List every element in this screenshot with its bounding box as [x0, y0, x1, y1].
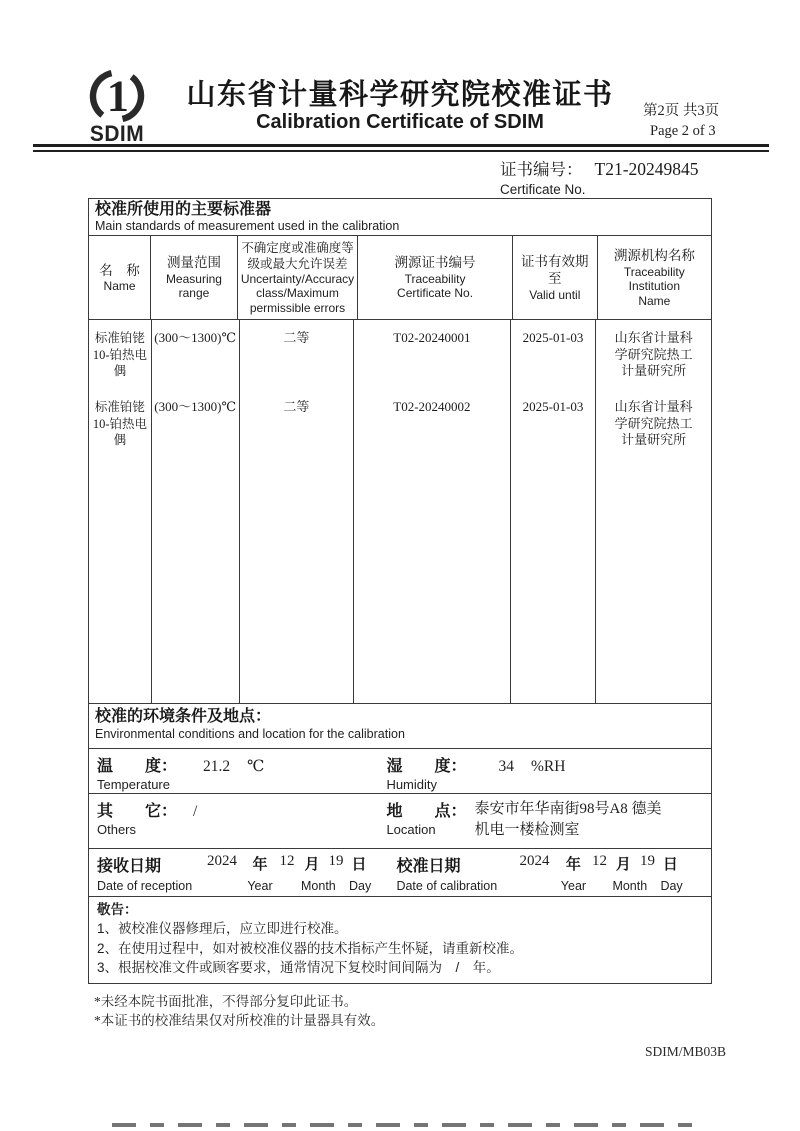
year-label-en: Year [247, 879, 273, 893]
column-header-valid-until-en: Valid until [529, 287, 581, 302]
svg-text:1: 1 [106, 71, 129, 121]
standards-data-area [89, 319, 711, 703]
location-value: 泰安市年华南街98号A8 德美机电一楼检测室 [474, 801, 662, 838]
footer-notes [94, 992, 384, 1030]
column-header-traceability-institution-cn: 溯源机构名称 [613, 248, 695, 263]
location-field [386, 798, 707, 841]
table-cell: 山东省计量科学研究院热工计量研究所 [614, 330, 693, 378]
humidity-unit: %RH [530, 758, 566, 775]
humidity-field [386, 753, 707, 792]
day-suffix: 日 [662, 857, 678, 873]
scan-artifact-line [112, 1123, 694, 1127]
column-valid-until-cells [510, 320, 596, 703]
column-header-measuring-range [150, 236, 237, 319]
temperature-field [97, 753, 380, 792]
temperature-humidity-row [89, 748, 711, 793]
table-cell: 2025-01-03 [522, 399, 584, 414]
column-uncertainty-cells [239, 320, 354, 703]
footer-note: *本证书的校准结果仅对所校准的计量器具有效。 [94, 1013, 385, 1028]
year-suffix: 年 [565, 857, 581, 873]
environment-title-en: Environmental conditions and location for the calibration [95, 727, 405, 741]
table-cell: 标准铂铑10-铂热电偶 [92, 331, 147, 378]
location-label: 地 点： [386, 803, 467, 820]
table-cell: 二等 [283, 330, 310, 345]
temperature-unit: ℃ [247, 758, 265, 775]
reception-year-value: 2024 [207, 853, 237, 869]
table-cell: T02-20240002 [393, 399, 471, 414]
calibration-date [396, 853, 707, 893]
reception-month-value: 12 [279, 853, 295, 869]
others-label: 其 它： [97, 803, 178, 820]
column-header-valid-until-cn: 证书有效期至 [521, 253, 589, 287]
reception-date-label-en: Date of reception [97, 879, 193, 893]
month-label-en: Month [612, 879, 648, 893]
environment-title-cn: 校准的环境条件及地点： [95, 708, 272, 725]
table-cell: T02-20240001 [393, 330, 471, 345]
certificate-number-label: 证书编号： [500, 160, 583, 179]
standards-title-en: Main standards of measurement used in the calibration [95, 219, 400, 233]
column-header-uncertainty-en: Uncertainty/Accuracy class/Maximum permissible errors [240, 271, 355, 315]
column-cert-no-cells [353, 320, 510, 703]
column-header-uncertainty-cn: 不确定度或准确度等级或最大允许误差 [241, 240, 354, 271]
calibration-date-label-en: Date of calibration [396, 879, 498, 893]
table-cell: 标准铂铑10-铂热电偶 [92, 400, 147, 447]
temperature-label: 温 度： [97, 758, 178, 775]
column-header-traceability-cert-no-en: Traceability Certificate No. [397, 271, 474, 301]
certificate-number [500, 156, 699, 197]
others-field [97, 798, 380, 837]
month-suffix: 月 [304, 857, 320, 873]
table-cell: 二等 [283, 399, 310, 414]
year-label-en: Year [560, 879, 587, 893]
form-code: SDIM/MB03B [645, 1044, 727, 1059]
table-cell: (300～1300)℃ [154, 399, 236, 414]
environment-section-title [89, 703, 711, 748]
column-header-name-en: Name [103, 279, 136, 293]
column-header-valid-until [512, 236, 597, 319]
column-name-cells [89, 320, 151, 703]
calibration-month-value: 12 [591, 853, 607, 869]
notice-section [89, 896, 711, 983]
column-range-cells [151, 320, 239, 703]
certificate-number-value: T21-20249845 [594, 159, 699, 179]
calibration-day-value: 19 [639, 853, 655, 869]
humidity-value: 34 [498, 758, 514, 775]
footer-note: *未经本院书面批准，不得部分复印此证书。 [94, 994, 358, 1009]
day-label-en: Day [349, 879, 372, 893]
calibration-date-label: 校准日期 [396, 858, 461, 875]
header-divider [33, 144, 769, 152]
day-label-en: Day [660, 879, 683, 893]
column-institution-cells [595, 320, 711, 703]
column-header-measuring-range-en: Measuring range [165, 271, 222, 301]
column-header-uncertainty [237, 236, 357, 319]
reception-date [97, 853, 380, 893]
dates-row [89, 848, 711, 896]
column-header-traceability-institution [597, 236, 711, 319]
column-header-traceability-cert-no [357, 236, 512, 319]
others-value: / [193, 803, 198, 820]
reception-date-label: 接收日期 [97, 858, 162, 875]
temperature-label-en: Temperature [97, 777, 170, 792]
page-number-en: Page 2 of 3 [650, 123, 716, 139]
column-header-name-cn: 名 称 [99, 262, 140, 278]
column-header-traceability-institution-en: Traceability Institution Name [623, 264, 685, 308]
page-number [643, 101, 719, 141]
day-suffix: 日 [351, 857, 367, 873]
reception-day-value: 19 [328, 853, 344, 869]
table-cell: 2025-01-03 [522, 330, 584, 345]
temperature-value: 21.2 [203, 758, 231, 775]
page-title-en: Calibration Certificate of SDIM [256, 111, 544, 133]
others-location-row [89, 793, 711, 848]
notice-item: 2、在使用过程中，如对被校准仪器的技术指标产生怀疑，请重新校准。 [97, 940, 524, 956]
page-number-cn: 第2页 共3页 [643, 103, 720, 119]
location-label-en: Location [386, 822, 436, 837]
standards-section-title [89, 199, 711, 235]
sdim-logo-text: SDIM [89, 121, 145, 146]
notice-title: 敬告： [97, 902, 138, 917]
certificate-body-table [88, 198, 712, 984]
humidity-label-en: Humidity [386, 777, 438, 792]
notice-item: 3、根据校准文件或顾客要求，通常情况下复校时间间隔为 / 年。 [97, 960, 500, 975]
month-label-en: Month [301, 879, 336, 893]
column-header-name [89, 236, 150, 319]
calibration-year-value: 2024 [519, 853, 550, 869]
year-suffix: 年 [252, 857, 268, 873]
standards-header-row [89, 235, 711, 319]
table-cell: (300～1300)℃ [154, 330, 236, 345]
column-header-measuring-range-cn: 测量范围 [166, 255, 221, 271]
month-suffix: 月 [615, 857, 631, 873]
column-header-traceability-cert-no-cn: 溯源证书编号 [394, 255, 476, 271]
notice-item: 1、被校准仪器修理后，应立即进行校准。 [97, 921, 348, 936]
others-label-en: Others [97, 822, 137, 837]
page-title: 山东省计量科学研究院校准证书 [186, 79, 614, 111]
table-cell: 山东省计量科学研究院热工计量研究所 [614, 399, 693, 447]
certificate-number-label-en: Certificate No. [500, 182, 586, 197]
standards-title-cn: 校准所使用的主要标准器 [95, 201, 272, 218]
humidity-label: 湿 度： [386, 758, 467, 775]
